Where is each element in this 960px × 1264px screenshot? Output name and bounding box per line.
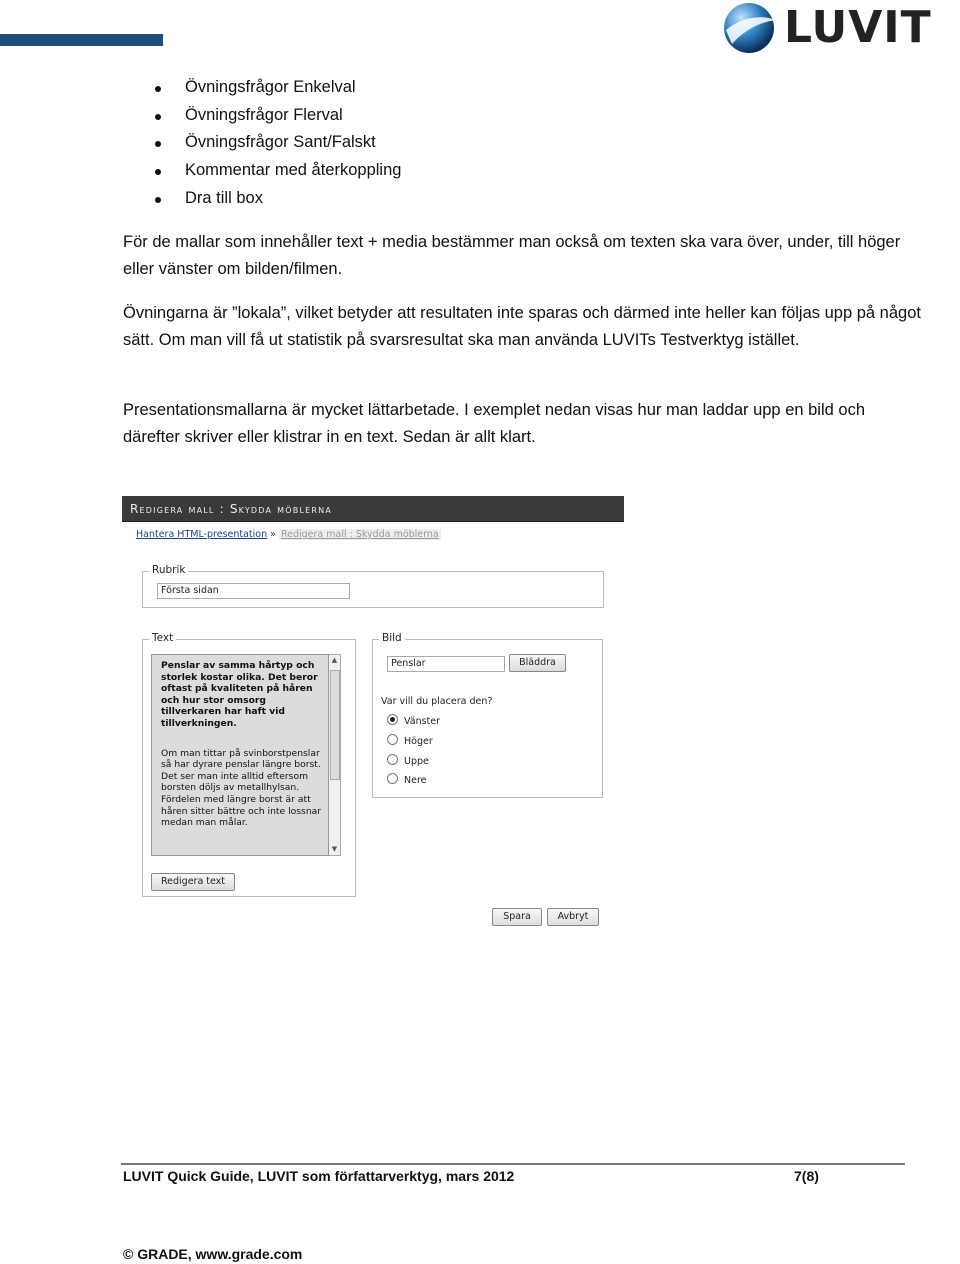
radio-label: Höger [404, 736, 433, 747]
list-item: Övningsfrågor Enkelval [150, 74, 401, 102]
page-number: 7(8) [794, 1168, 819, 1184]
list-item: Kommentar med återkoppling [150, 157, 401, 185]
text-bold-paragraph: Penslar av samma hårtyp och storlek kostar olika. Det beror oftast på kvaliteten på håren och hur stor omsorg tillverkaren har haft vid tillverkningen. [161, 660, 318, 729]
bullet-list [150, 74, 401, 212]
breadcrumb-link[interactable]: Hantera HTML-presentation [136, 529, 268, 540]
radio-label: Nere [404, 775, 427, 786]
embedded-screenshot [122, 496, 624, 942]
rubrik-legend: Rubrik [149, 564, 188, 576]
scroll-thumb[interactable] [330, 670, 340, 780]
list-item: Dra till box [150, 185, 401, 213]
list-item: Övningsfrågor Flerval [150, 102, 401, 130]
scroll-up-icon[interactable]: ▲ [331, 656, 338, 664]
paragraph-presentation-templates: Presentationsmallarna är mycket lättarbetade. I exemplet nedan visas hur man laddar upp en bild och därefter skriver eller klistrar in en text. Sedan är allt klart. [123, 401, 866, 446]
rubrik-input[interactable]: Första sidan [157, 583, 350, 599]
logo-wordmark: LUVIT [784, 2, 932, 53]
paragraph-media-placement: För de mallar som innehåller text + media bestämmer man också om texten ska vara över, under, till höger eller vänster om bilden/filmen. [123, 233, 901, 278]
cancel-button[interactable]: Avbryt [547, 908, 599, 926]
placement-question: Var vill du placera den? [381, 696, 493, 707]
globe-icon [722, 0, 778, 56]
radio-top[interactable] [387, 754, 429, 767]
radio-unchecked-icon[interactable] [387, 773, 398, 784]
radio-label: Uppe [404, 756, 429, 767]
radio-label: Vänster [404, 716, 441, 727]
luvit-logo [722, 0, 960, 56]
paragraph-local-exercises: Övningarna är ”lokala”, vilket betyder att resultaten inte sparas och därmed inte heller kan följas upp på något sätt. Om man vill få ut statistik på svarsresultat ska man använda LUVITs Testverktyg istället. [123, 304, 921, 349]
save-button[interactable]: Spara [492, 908, 542, 926]
footer-text: LUVIT Quick Guide, LUVIT som författarverktyg, mars 2012 [123, 1168, 515, 1184]
radio-unchecked-icon[interactable] [387, 754, 398, 765]
radio-checked-icon[interactable] [387, 714, 398, 725]
breadcrumb-separator: » [270, 529, 276, 540]
scroll-down-icon[interactable]: ▼ [331, 845, 338, 853]
window-title: Redigera mall : Skydda möblerna [122, 496, 624, 522]
bild-fieldset [372, 632, 603, 798]
browse-button[interactable]: Bläddra [509, 654, 566, 672]
radio-unchecked-icon[interactable] [387, 734, 398, 745]
file-input[interactable]: Penslar [387, 656, 505, 672]
rubrik-fieldset [142, 564, 604, 608]
radio-right[interactable] [387, 734, 433, 747]
header-bar [0, 34, 163, 46]
radio-left[interactable] [387, 714, 440, 727]
text-paragraph: Om man tittar på svinborstpenslar så har dyrare penslar längre borst. Det ser man inte alltid eftersom borsten döljs av metallhylsan. Fördelen med längre borst är att håren sitter bättre och inte lossnar medan man målar. [161, 747, 322, 829]
text-legend: Text [149, 632, 176, 644]
copyright: © GRADE, www.grade.com [123, 1246, 303, 1262]
list-item: Övningsfrågor Sant/Falskt [150, 129, 401, 157]
text-fieldset [142, 632, 356, 897]
edit-text-button[interactable]: Redigera text [151, 873, 235, 891]
bild-legend: Bild [379, 632, 405, 644]
breadcrumb [136, 529, 441, 540]
text-editor[interactable] [151, 654, 329, 856]
text-scrollbar[interactable] [329, 654, 341, 856]
radio-bottom[interactable] [387, 773, 427, 786]
breadcrumb-current[interactable]: Redigera mall : Skydda möblerna [280, 529, 439, 540]
